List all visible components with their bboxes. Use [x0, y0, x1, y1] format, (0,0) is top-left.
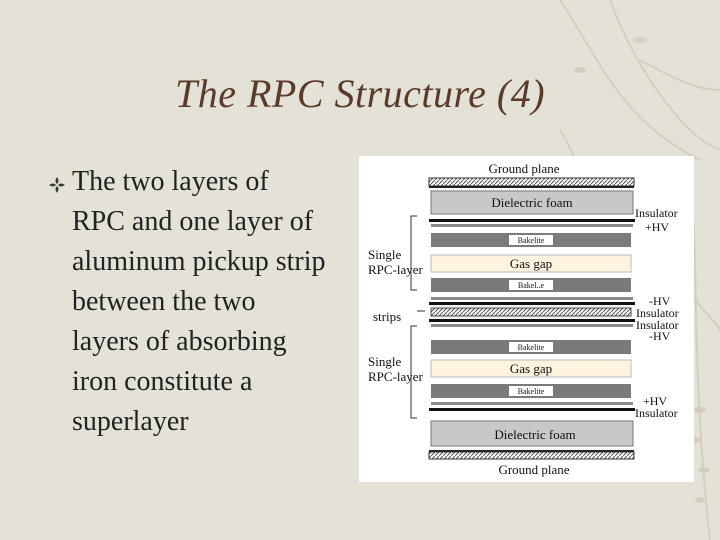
single-rpc-layer-top-label-1: Single	[368, 247, 402, 262]
single-rpc-layer-top-label-2: RPC-layer	[368, 262, 423, 277]
bullet-line: The two layers of	[72, 166, 269, 197]
single-rpc-layer-bottom-label-1: Single	[368, 354, 402, 369]
ground-plane-top	[429, 178, 634, 186]
gas-gap-1-label: Gas gap	[509, 256, 553, 271]
fleur-bullet-icon	[48, 176, 66, 194]
slide-title: The RPC Structure (4)	[174, 71, 546, 116]
right-insulator-2-label: Insulator	[636, 306, 679, 320]
bakelite-3-label: Bakelite	[517, 343, 545, 352]
dielectric-foam-bottom-label: Dielectric foam	[494, 427, 576, 442]
bullet-line: aluminum pickup strip	[72, 246, 326, 277]
right-plus-hv-1-label: +HV	[645, 220, 670, 234]
bakelite-1-label: Bakelite	[517, 236, 545, 245]
bullet-line: iron constitute a	[72, 366, 253, 397]
bullet-line: layers of absorbing	[72, 326, 287, 357]
pickup-strips	[431, 308, 631, 316]
right-insulator-4-label: Insulator	[635, 406, 678, 420]
ground-plane-bottom-label: Ground plane	[498, 462, 570, 477]
bullet-line: between the two	[72, 286, 256, 317]
rpc-structure-diagram	[359, 156, 694, 482]
gas-gap-2-label: Gas gap	[509, 361, 553, 376]
right-minus-hv-2-label: -HV	[649, 329, 671, 343]
ground-plane-top-label: Ground plane	[488, 161, 560, 176]
bakelite-2-label: Bakel..e	[517, 281, 545, 290]
right-minus-hv-1-label: -HV	[649, 294, 671, 308]
bullet-line: superlayer	[72, 406, 189, 437]
right-insulator-3-label: Insulator	[636, 318, 679, 332]
dielectric-foam-top-label: Dielectric foam	[491, 195, 573, 210]
strips-label: strips	[373, 309, 402, 324]
bakelite-4-label: Bakelite	[517, 387, 545, 396]
right-plus-hv-2-label: +HV	[643, 394, 668, 408]
right-insulator-1-label: Insulator	[635, 206, 678, 220]
ground-plane-bottom	[429, 452, 634, 459]
bullet-line: RPC and one layer of	[72, 206, 314, 237]
single-rpc-layer-bottom-label-2: RPC-layer	[368, 369, 423, 384]
bullet-text	[72, 162, 372, 442]
